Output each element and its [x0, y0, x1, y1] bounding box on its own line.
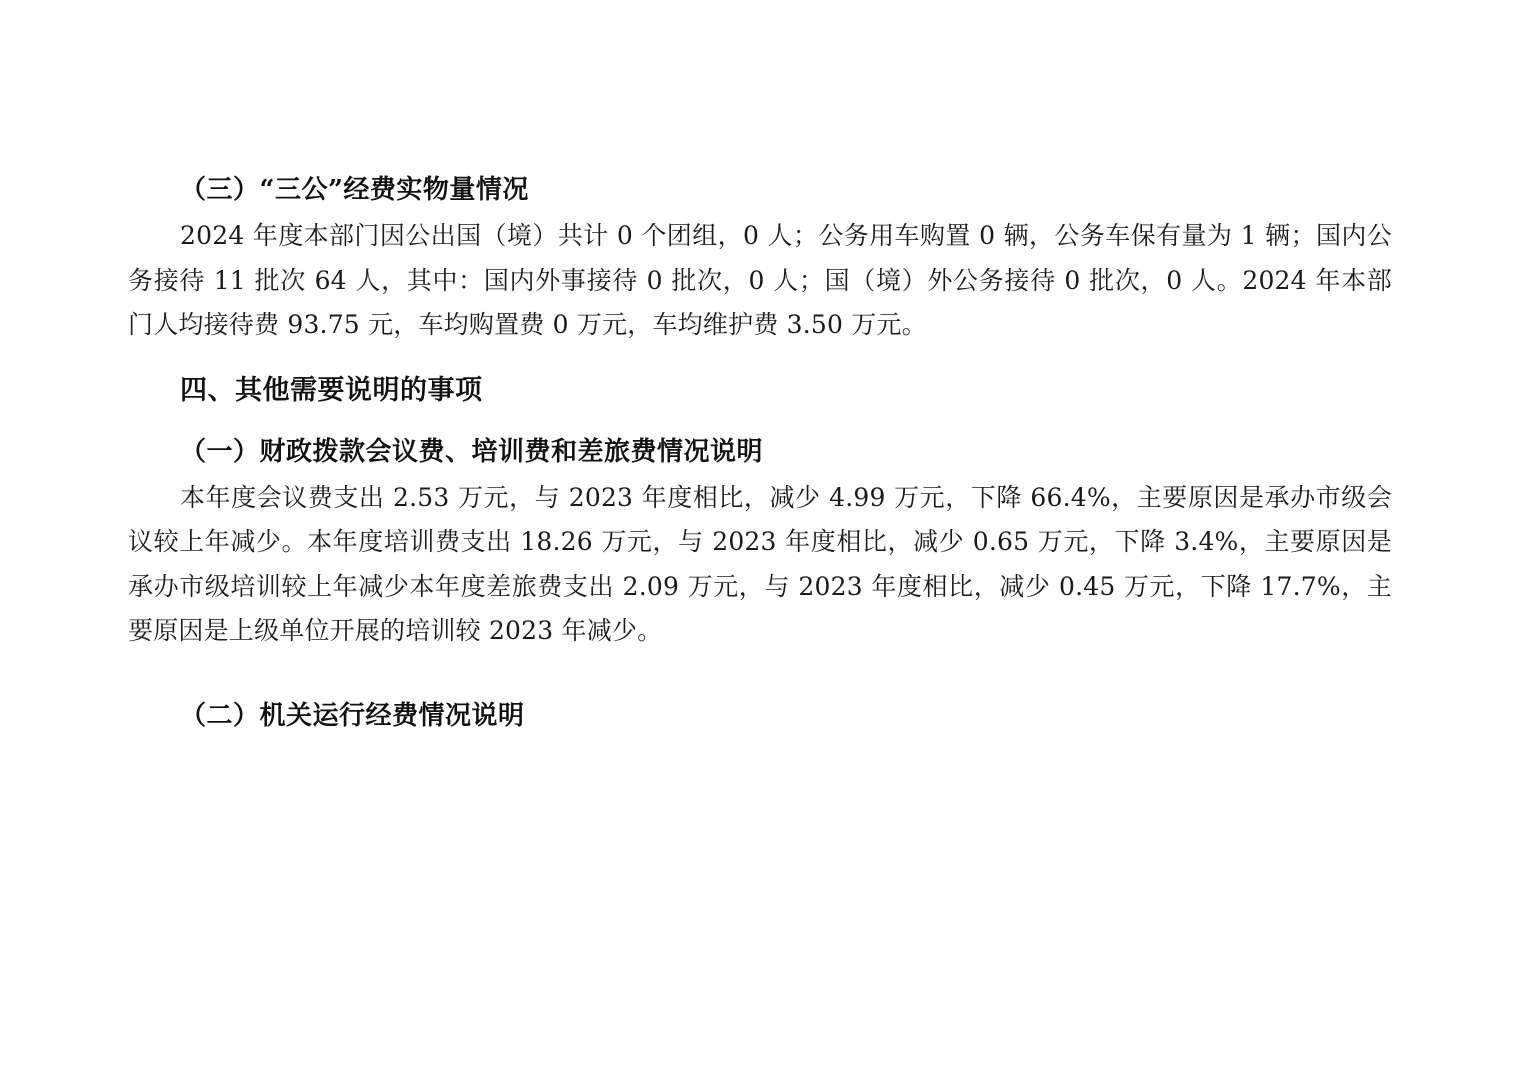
heading-other-matters: 四、其他需要说明的事项: [180, 374, 483, 406]
section-spacer: [128, 658, 1392, 676]
paragraph-sangong-physical: 2024 年度本部门因公出国（境）共计 0 个团组，0 人；公务用车购置 0 辆，公务车保有量为 1 辆；国内公务接待 11 批次 64 人，其中：国内外事接待 0 批次，0 人；国（境）外公务接待 0 批次，0 人。2024 年本部门人均接待费 93.75 元，车均购置费 0 万元，车均维护费 3.50 万元。: [128, 221, 1392, 340]
heading-meeting-training-travel: （一）财政拨款会议费、培训费和差旅费情况说明: [180, 436, 764, 467]
paragraph-meeting-training-travel: 本年度会议费支出 2.53 万元，与 2023 年度相比，减少 4.99 万元，下降 66.4%，主要原因是承办市级会议较上年减少。本年度培训费支出 18.26 万元，与 2023 年度相比，减少 0.65 万元，下降 3.4%，主要原因是承办市级培训较上年减少本年度差旅费支出 2.09 万元，与 2023 年度相比，减少 0.45 万元，下降 17.7%，主要原因是上级单位开展的培训较 2023 年减少。: [128, 482, 1392, 646]
document-body: [128, 170, 1392, 736]
heading-sangong-physical: （三）“三公”经费实物量情况: [180, 175, 529, 205]
heading-agency-operating-cost: （二）机关运行经费情况说明: [180, 700, 525, 731]
